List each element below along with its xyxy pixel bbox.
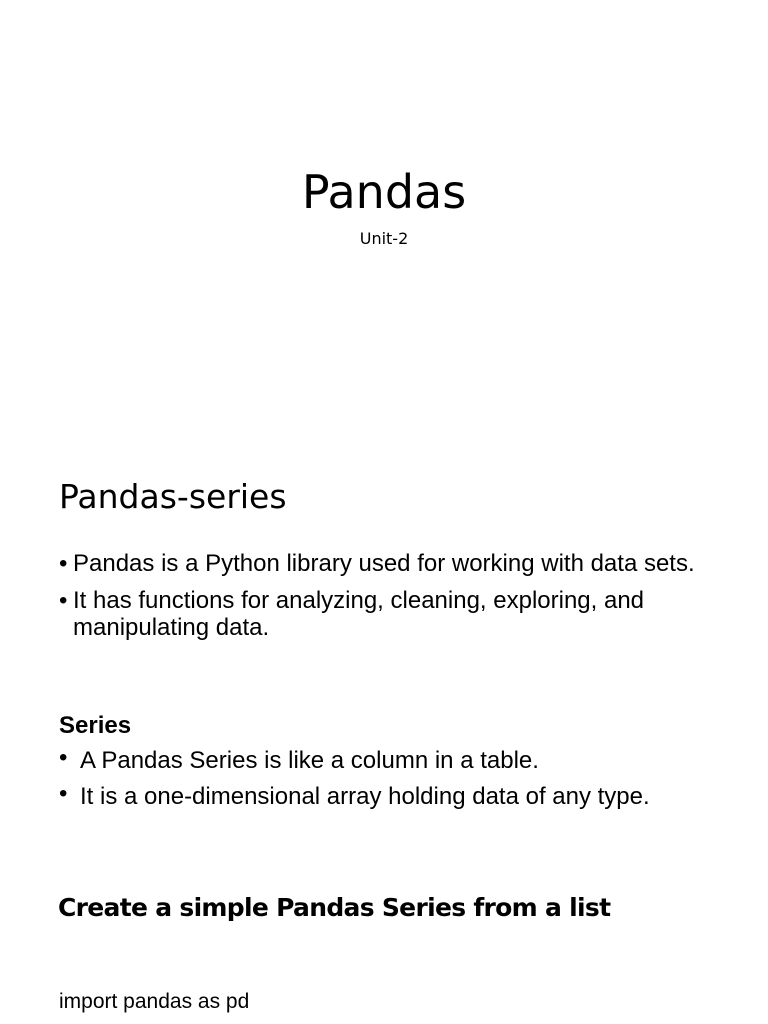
bullet-text: It is a one-dimensional array holding data of any type.	[80, 783, 650, 810]
series-bullet-list	[59, 746, 739, 818]
bullet-icon: •	[59, 780, 68, 807]
list-item	[59, 550, 699, 578]
list-item	[59, 587, 699, 642]
bullet-icon: •	[59, 586, 68, 614]
list-item	[59, 782, 739, 812]
example-heading: Create a simple Pandas Series from a list	[58, 893, 611, 922]
list-item	[59, 746, 739, 776]
series-subheading: Series	[59, 712, 132, 739]
bullet-text: Pandas is a Python library used for working with data sets.	[73, 550, 695, 577]
bullet-text: A Pandas Series is like a column in a table.	[80, 747, 539, 774]
slide-subtitle: Unit-2	[359, 229, 409, 248]
bullet-icon: •	[59, 550, 68, 577]
slide-title: Pandas	[301, 165, 467, 219]
intro-bullet-list	[59, 550, 699, 651]
bullet-icon: •	[59, 744, 68, 771]
section-heading: Pandas-series	[59, 477, 287, 516]
code-line: import pandas as pd	[59, 990, 250, 1013]
bullet-text: It has functions for analyzing, cleaning, exploring, and manipulating data.	[73, 586, 645, 641]
